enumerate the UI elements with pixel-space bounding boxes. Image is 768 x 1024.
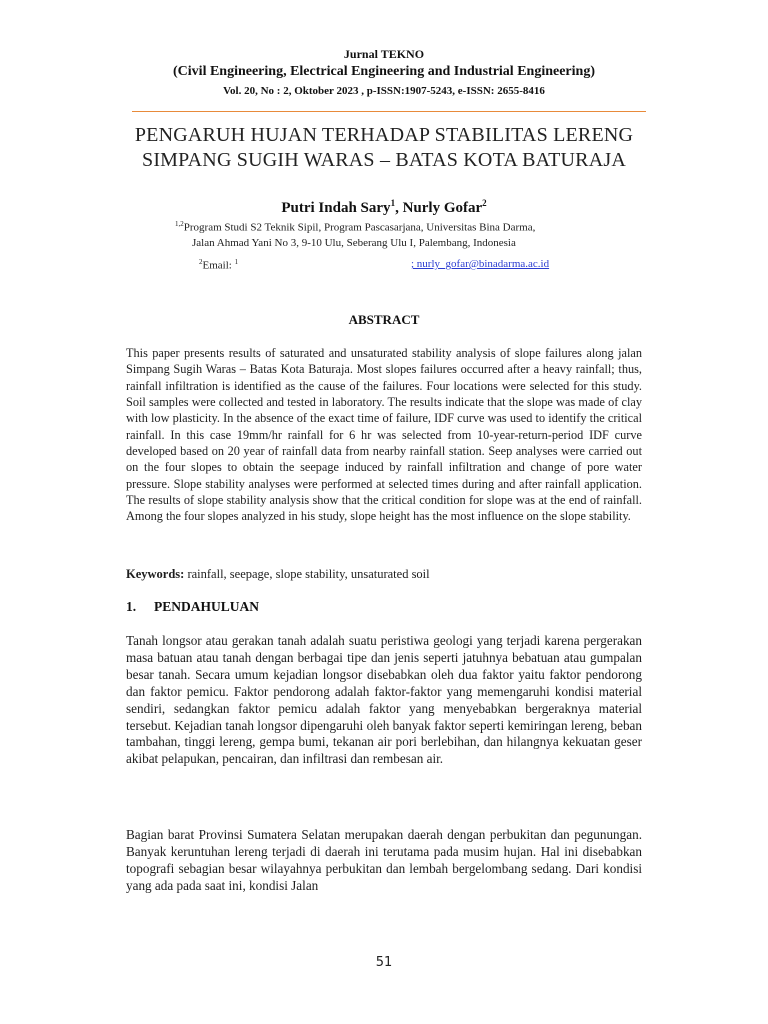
author-separator: , xyxy=(395,200,403,216)
email-link[interactable]: ; nurly_gofar@binadarma.ac.id xyxy=(411,258,550,270)
affiliation-line-2: Jalan Ahmad Yani No 3, 9-10 Ulu, Seberang Ulu I, Palembang, Indonesia xyxy=(192,237,516,249)
author-name: Putri Indah Sary xyxy=(281,200,391,216)
keywords-text: rainfall, seepage, slope stability, unsaturated soil xyxy=(184,567,430,581)
author-name: Nurly Gofar xyxy=(402,200,483,216)
email-label xyxy=(199,258,238,272)
email-superscript: 1 xyxy=(234,258,239,266)
page-number: 51 xyxy=(375,955,393,970)
journal-subtitle: (Civil Engineering, Electrical Engineering and Industrial Engineering) xyxy=(173,64,595,79)
header-divider xyxy=(132,111,646,112)
keywords-label: Keywords: xyxy=(126,567,185,581)
section-title: PENDAHULUAN xyxy=(154,599,260,614)
keywords-line xyxy=(126,567,430,582)
paper-title-line-1: PENGARUH HUJAN TERHADAP STABILITAS LERENG xyxy=(134,124,634,146)
section-number: 1. xyxy=(126,599,137,614)
journal-name: Jurnal TEKNO xyxy=(343,47,425,61)
section-heading xyxy=(126,599,259,615)
body-paragraph: Bagian barat Provinsi Sumatera Selatan merupakan daerah dengan perbukitan dan pegunungan. Banyak keruntuhan lereng terjadi di daerah ini terutama pada musim hujan. Hal ini disebabkan topografi sebagian besar wilayahnya perbukitan dan lembah bergelombang sedang. Dari kondisi yang ada pada saat ini, kondisi Jalan xyxy=(126,827,642,893)
author-superscript: 2 xyxy=(482,198,487,208)
email-label-superscript: 2 xyxy=(199,258,203,266)
email-label-text: Email: xyxy=(202,259,235,272)
abstract-heading: ABSTRACT xyxy=(348,312,420,327)
affiliation-text: Program Studi S2 Teknik Sipil, Program Pascasarjana, Universitas Bina Darma, xyxy=(183,221,536,234)
author-list xyxy=(0,198,768,217)
body-paragraph: Tanah longsor atau gerakan tanah adalah suatu peristiwa geologi yang terjadi karena pergerakan masa batuan atau tanah dengan berbagai tipe dan jenis seperti jatuhnya bebatuan atau gumpalan besar tanah. Secara umum kejadian longsor disebabkan oleh dua faktor yaitu faktor pendorong dan faktor pemicu. Faktor pendorong adalah faktor-faktor yang memengaruhi kondisi material sendiri, sedangkan faktor pemicu adalah faktor yang menyebabkan bergeraknya material tersebut. Kejadian tanah longsor dipengaruhi oleh banyak faktor seperti kemiringan lereng, beban tambahan, tinggi lereng, gempa bumi, tekanan air pori berlebihan, dan hilangnya kekuatan geser akibat pelapukan, pencairan, dan infiltrasi dan rembesan air. xyxy=(126,633,642,767)
author-superscript: 1 xyxy=(390,198,396,208)
affiliation-line-1 xyxy=(175,220,535,234)
affiliation-superscript: 1,2 xyxy=(175,220,184,228)
journal-issue: Vol. 20, No : 2, Oktober 2023 , p-ISSN:1907-5243, e-ISSN: 2655-8416 xyxy=(223,85,545,97)
paper-title-line-2: SIMPANG SUGIH WARAS – BATAS KOTA BATURAJA xyxy=(142,149,626,171)
abstract-text: This paper presents results of saturated and unsaturated stability analysis of slope failures along jalan Simpang Sugih Waras – Batas Kota Baturaja. Most slopes failures occurred after a heavy rainfall; thus, rainfall infiltration is identified as the cause of the failures. Four locations were selected for this study. Soil samples were collected and tested in laboratory. The results indicate that the slope was made of clay with low plasticity. In the absence of the exact time of failure, IDF curve was used to identify the critical rainfall. In this case 19mm/hr rainfall for 6 hr was selected from 10-year-return-period IDF curve developed based on 20 year of rainfall data from nearby rainfall station. Seep analyses were carried out on the four slopes to obtain the seepage induced by rainfall infiltration and change of pore water pressure. Slope stability analyses were performed at selected times during and after rainfall application. The results of slope stability analysis show that the critical condition for slope was at the end of rainfall. Among the four slopes analyzed in his study, slope height has the most influence on the slope stability. xyxy=(126,346,642,524)
